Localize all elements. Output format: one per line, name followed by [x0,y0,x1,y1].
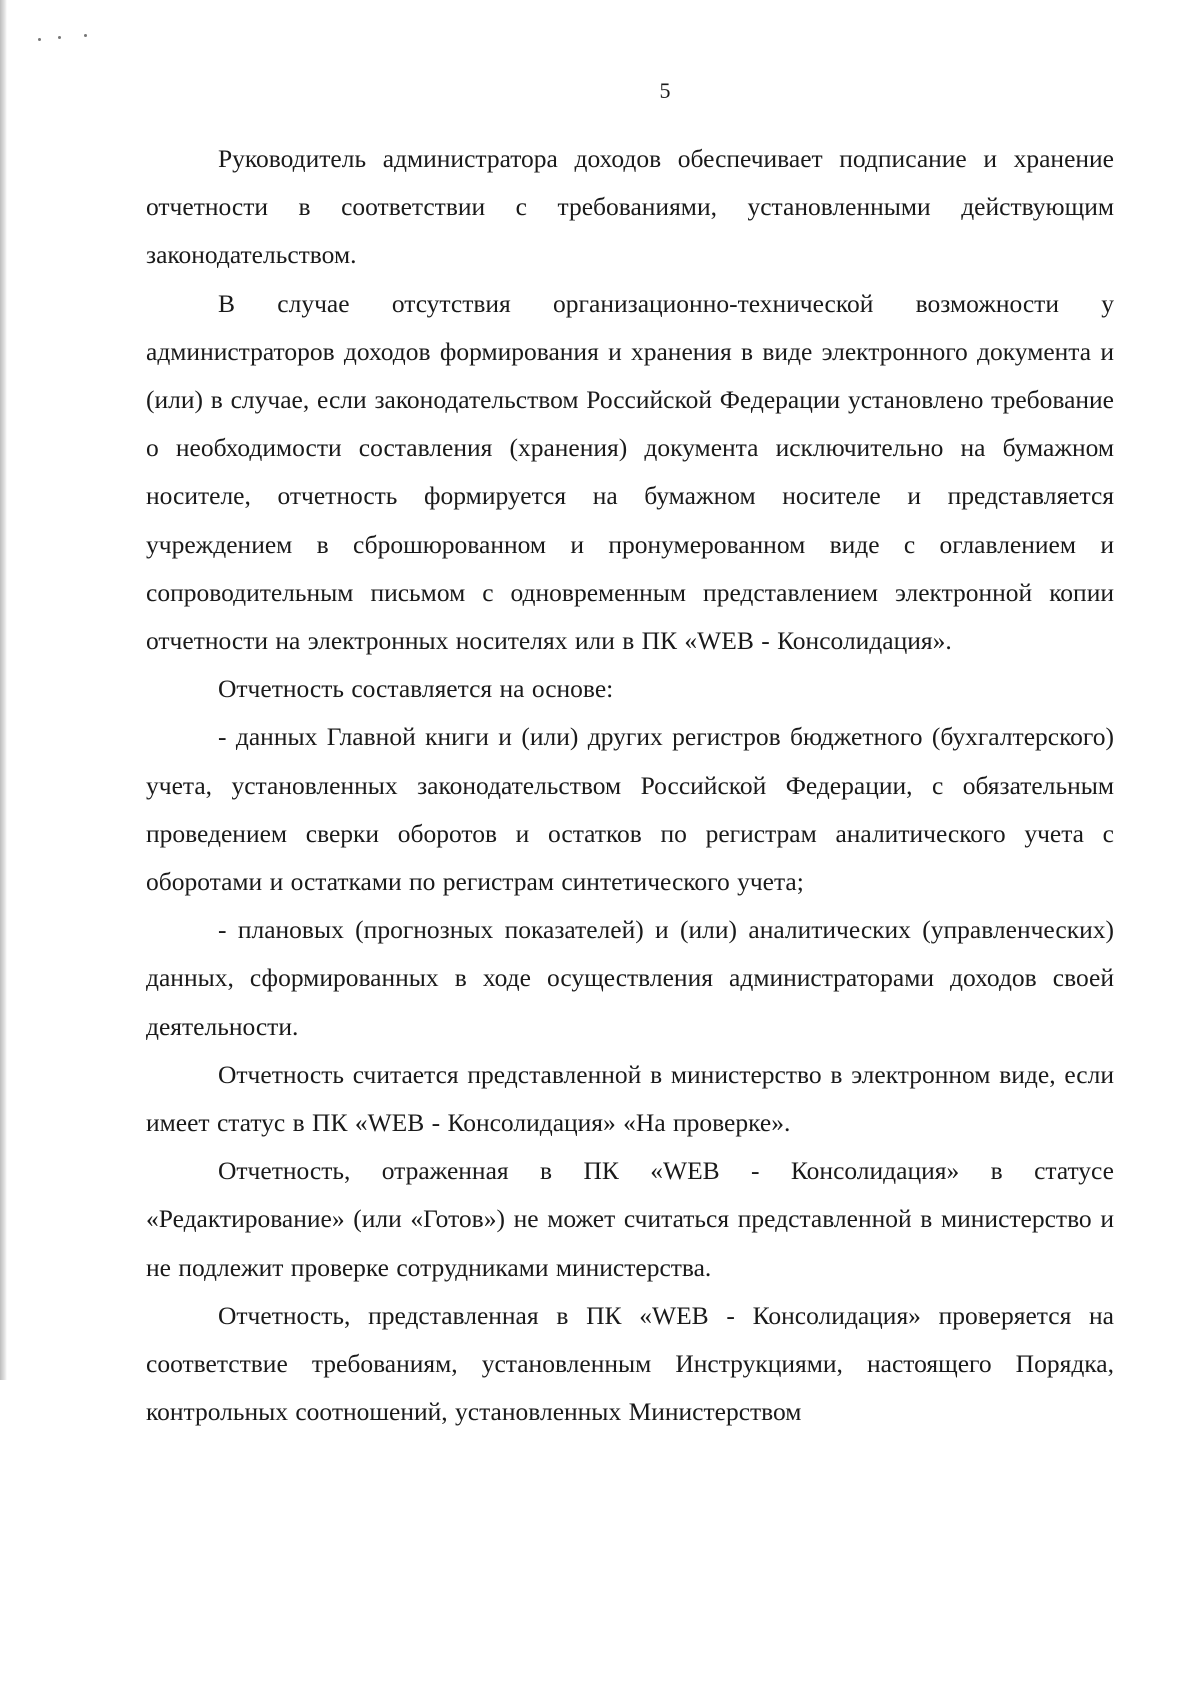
scan-edge-shadow [0,0,7,1380]
paragraph-paper-media: В случае отсутствия организационно-технической возможности у администраторов доходов формирования и хранения в виде электронного документа и (или) в случае, если законодательством Российской Федерации установлено требование о необходимости составления (хранения) документа исключительно на бумажном носителе, отчетность формируется на бумажном носителе и представляется учреждением в сброшюрованном и пронумерованном виде с оглавлением и сопроводительным письмом с одновременным представлением электронной копии отчетности на электронных носителях или в ПК «WEB - Консолидация». [146,288,1114,656]
paragraph-verification: Отчетность, представленная в ПК «WEB - Консолидация» проверяется на соответствие требованиям, установленным Инструкциями, настоящего Порядка, контрольных соотношений, установленных Министерством [146,1300,1114,1427]
list-item-planned-data: - плановых (прогнозных показателей) и (или) аналитических (управленческих) данных, сформированных в ходе осуществления администраторами доходов своей деятельности. [146,915,1114,1041]
scan-speck [84,34,87,37]
page-number: 5 [659,78,671,103]
paragraph-editing-status: Отчетность, отраженная в ПК «WEB - Консолидация» в статусе «Редактирование» (или «Готов») не может считаться представленной в министерство и не подлежит проверке сотрудниками министерства. [146,1156,1114,1282]
scan-specks [38,34,98,44]
paragraph-submitted-status: Отчетность считается представленной в министерство в электронном виде, если имеет статус в ПК «WEB - Консолидация» «На проверке». [146,1059,1114,1138]
scan-speck [38,38,41,41]
list-item-ledger-data: - данных Главной книги и (или) других регистров бюджетного (бухгалтерского) учета, установленных законодательством Российской Федерации, с обязательным проведением сверки оборотов и остатков по регистрам аналитического учета с оборотами и остатками по регистрам синтетического учета; [146,722,1114,897]
paragraph-signing: Руководитель администратора доходов обеспечивает подписание и хранение отчетности в соответствии с требованиями, установленными действующим законодательством. [146,144,1114,270]
document-body [146,135,1114,1436]
paragraph-basis-intro: Отчетность составляется на основе: [218,674,614,704]
scan-speck [58,36,61,39]
